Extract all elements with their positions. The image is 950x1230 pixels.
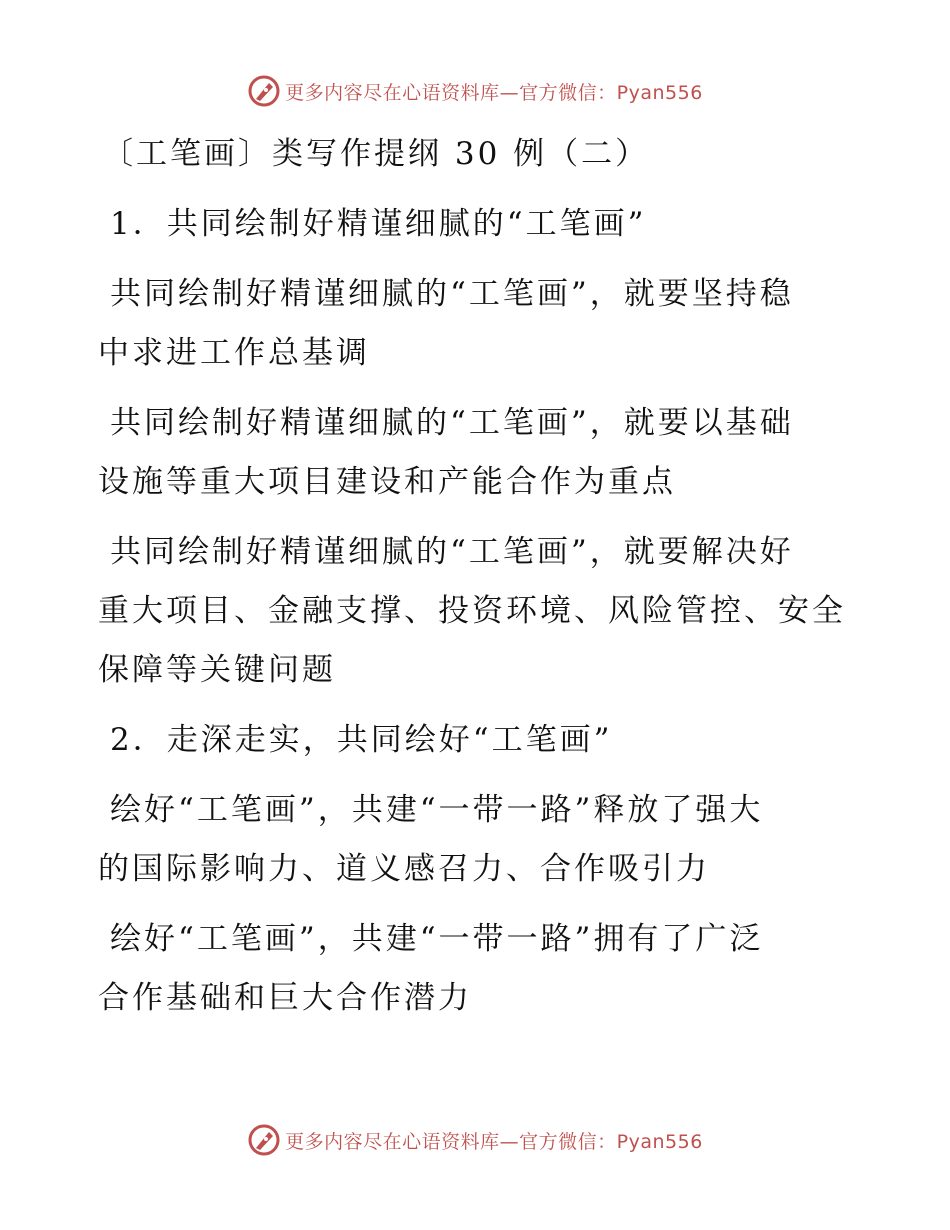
watermark-banner-bottom [0, 1120, 950, 1160]
paragraph-line: 共同绘制好精谨细腻的“工笔画”，就要以基础 [110, 405, 794, 441]
paragraph-line: 中求进工作总基调 [98, 335, 370, 371]
pen-nib-logo-icon [247, 74, 281, 108]
watermark-text: 更多内容尽在心语资料库—官方微信：Pyan556 [285, 81, 703, 104]
paragraph-line: 的国际影响力、道义感召力、合作吸引力 [98, 851, 710, 887]
paragraph [98, 523, 858, 700]
paragraph-line: 共同绘制好精谨细腻的“工笔画”，就要解决好 [110, 534, 794, 570]
section-heading-2: 2．走深走实，共同绘好“工笔画” [110, 722, 613, 758]
paragraph-line: 保障等关键问题 [98, 652, 336, 688]
paragraph [98, 910, 858, 1028]
paragraph [98, 394, 858, 512]
pen-nib-logo-icon [247, 1123, 281, 1157]
paragraph-line: 重大项目、金融支撑、投资环境、风险管控、安全 [98, 593, 846, 629]
paragraph-line: 设施等重大项目建设和产能合作为重点 [98, 464, 676, 500]
paragraph-line: 共同绘制好精谨细腻的“工笔画”，就要坚持稳 [110, 276, 794, 312]
watermark-banner-top [0, 71, 950, 111]
paragraph [98, 265, 858, 383]
document-body [98, 125, 858, 1039]
paragraph [98, 781, 858, 899]
paragraph-line: 合作基础和巨大合作潜力 [98, 980, 472, 1016]
paragraph-line: 绘好“工笔画”，共建“一带一路”释放了强大 [110, 792, 764, 828]
paragraph-line: 绘好“工笔画”，共建“一带一路”拥有了广泛 [110, 921, 764, 957]
document-title: 〔工笔画〕类写作提纲 30 例（二） [102, 136, 650, 172]
section-heading-1: 1．共同绘制好精谨细腻的“工笔画” [110, 206, 647, 242]
watermark-text: 更多内容尽在心语资料库—官方微信：Pyan556 [285, 1130, 703, 1153]
